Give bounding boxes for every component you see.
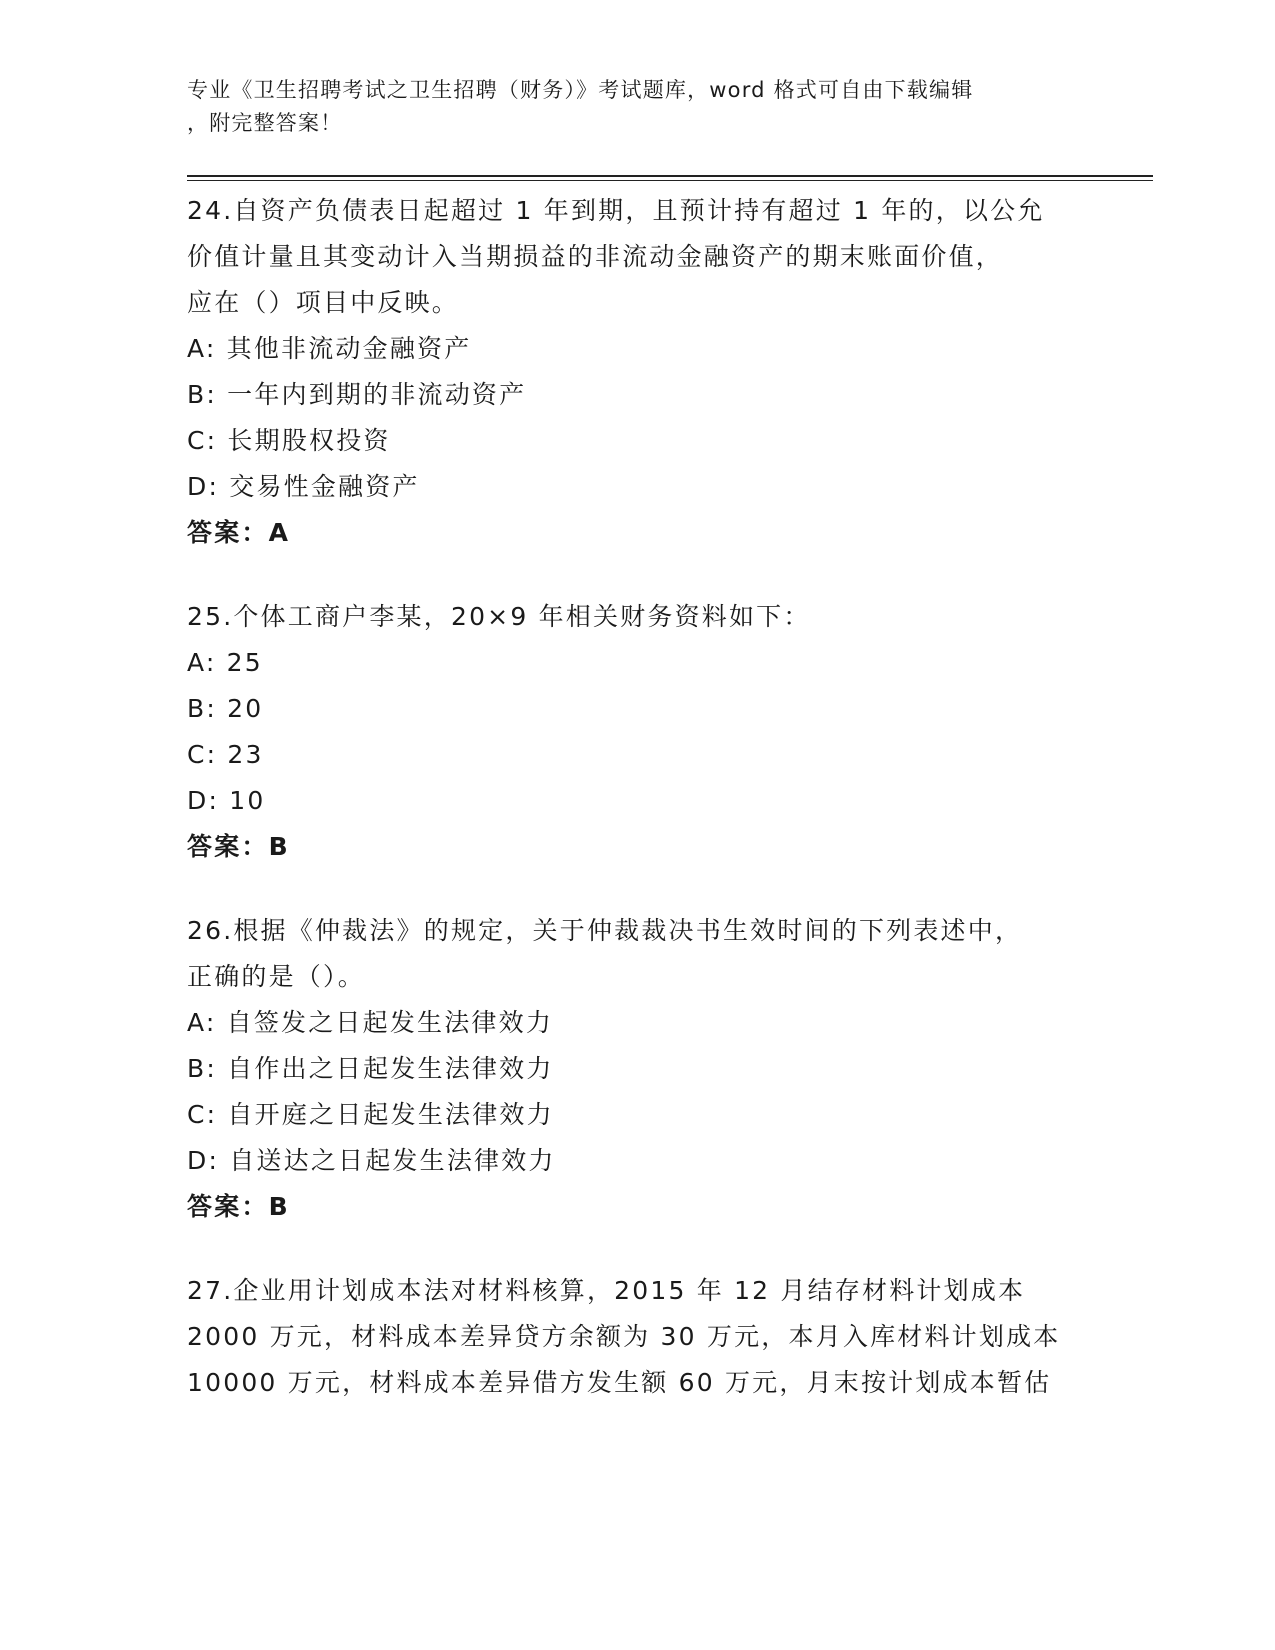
question-stem-line: 应在（）项目中反映。: [187, 288, 460, 317]
answer-label: 答案：B: [187, 832, 290, 861]
option-c: C: 自开庭之日起发生法律效力: [187, 1100, 554, 1129]
option-c: C: 23: [187, 740, 264, 769]
question-stem-line: 价值计量且其变动计入当期损益的非流动金融资产的期末账面价值，: [187, 242, 1004, 271]
option-a: A: 25: [187, 648, 263, 677]
question-stem-line: 正确的是（）。: [187, 962, 365, 991]
question-26: [187, 908, 1087, 1230]
option-b: B: 20: [187, 694, 264, 723]
answer-label: 答案：B: [187, 1192, 290, 1221]
question-25: [187, 594, 1087, 870]
question-stem-line: 27.企业用计划成本法对材料核算，2015 年 12 月结存材料计划成本: [187, 1276, 1026, 1305]
question-stem-line: 2000 万元，材料成本差异贷方余额为 30 万元，本月入库材料计划成本: [187, 1322, 1061, 1351]
document-header: [187, 74, 1067, 140]
option-c: C: 长期股权投资: [187, 426, 391, 455]
question-stem-line: 10000 万元，材料成本差异借方发生额 60 万元，月末按计划成本暂估: [187, 1368, 1052, 1397]
header-divider: [187, 175, 1153, 177]
option-a: A: 其他非流动金融资产: [187, 334, 472, 363]
header-divider-thin: [187, 180, 1153, 181]
option-a: A: 自签发之日起发生法律效力: [187, 1008, 554, 1037]
option-b: B: 自作出之日起发生法律效力: [187, 1054, 554, 1083]
question-stem-line: 24.自资产负债表日起超过 1 年到期，且预计持有超过 1 年的，以公允: [187, 196, 1045, 225]
answer-label: 答案：A: [187, 518, 291, 547]
option-d: D: 交易性金融资产: [187, 472, 420, 501]
option-d: D: 10: [187, 786, 266, 815]
question-27: [187, 1268, 1087, 1406]
question-stem-line: 26.根据《仲裁法》的规定，关于仲裁裁决书生效时间的下列表述中，: [187, 916, 1023, 945]
question-stem-line: 25.个体工商户李某，20×9 年相关财务资料如下：: [187, 602, 811, 631]
question-24: [187, 188, 1087, 556]
option-b: B: 一年内到期的非流动资产: [187, 380, 527, 409]
header-line-1: 专业《卫生招聘考试之卫生招聘（财务）》考试题库，word 格式可自由下载编辑: [187, 78, 974, 102]
option-d: D: 自送达之日起发生法律效力: [187, 1146, 556, 1175]
question-list: [187, 188, 1087, 1444]
header-line-2: ，附完整答案！: [187, 111, 343, 135]
